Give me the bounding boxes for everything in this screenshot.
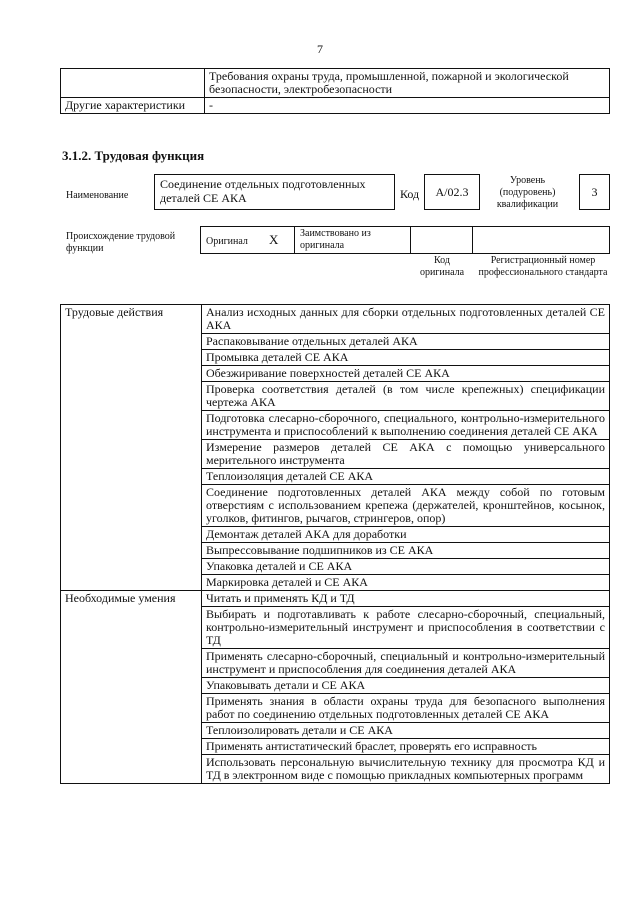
code-label: Код (400, 187, 420, 201)
function-name: Соединение отдельных подготовленных деталей СЕ АКА (154, 174, 395, 210)
list-item: Применять знания в области охраны труда для безопасного выполнения работ по соединению отдельных подготовленных деталей СЕ АКА (202, 694, 610, 723)
list-item: Измерение размеров деталей СЕ АКА с помощью универсального мерительного инструмента (202, 440, 610, 469)
list-item: Использовать персональную вычислительную технику для просмотра КД и ТД в электронном виде с помощью прикладных компьютерных программ (202, 755, 610, 784)
row-value: Требования охраны труда, промышленной, пожарной и экологической безопасности, электробезопасности (205, 69, 610, 98)
list-item: Применять антистатический браслет, проверять его исправность (202, 739, 610, 755)
page-number: 7 (317, 42, 323, 56)
row-label: Другие характеристики (61, 98, 205, 114)
origin-divider (410, 226, 411, 254)
row-label (61, 69, 205, 98)
table-row (61, 305, 610, 334)
level-label: Уровень (подуровень) квалификации (496, 175, 559, 210)
function-code: А/02.3 (424, 174, 480, 210)
borrowed-label: Заимствовано из оригинала (300, 228, 371, 251)
list-item: Распаковывание отдельных деталей АКА (202, 334, 610, 350)
list-item: Соединение подготовленных деталей АКА между собой по готовым отверстиям с использованием крепежа (держателей, кронштейнов, косынок, уголков, фитингов, рычагов, стрингеров, опор) (202, 485, 610, 527)
labor-function-table (60, 304, 610, 784)
section-category: Трудовые действия (61, 305, 202, 591)
name-label: Наименование (66, 190, 129, 201)
section-title: 3.1.2. Трудовая функция (62, 148, 205, 163)
row-value: - (205, 98, 610, 114)
list-item: Анализ исходных данных для сборки отдельных подготовленных деталей СЕ АКА (202, 305, 610, 334)
list-item: Теплоизолировать детали и СЕ АКА (202, 723, 610, 739)
origin-divider (294, 226, 295, 254)
level-value: 3 (579, 174, 610, 210)
list-item: Маркировка деталей и СЕ АКА (202, 575, 610, 591)
list-item: Демонтаж деталей АКА для доработки (202, 527, 610, 543)
origin-box (200, 226, 610, 254)
list-item: Подготовка слесарно-сборочного, специального, контрольно-измерительного инструмента и приспособлений к выполнению соединения деталей СЕ АКА (202, 411, 610, 440)
table-row (61, 98, 610, 114)
code-caption: Код оригинала (419, 255, 465, 278)
original-mark: X (269, 232, 279, 247)
original-label: Оригинал (206, 236, 248, 247)
table-row (61, 69, 610, 98)
reg-caption: Регистрационный номер профессионального стандарта (478, 255, 608, 278)
table-row (61, 591, 610, 607)
list-item: Применять слесарно-сборочный, специальный и контрольно-измерительный инструмент и приспособления для соединения деталей АКА (202, 649, 610, 678)
list-item: Выбирать и подготавливать к работе слесарно-сборочный, специальный, контрольно-измерительный инструмент и приспособления в соответствии с ТД (202, 607, 610, 649)
origin-label: Происхождение трудовой функции (66, 231, 176, 254)
list-item: Выпрессовывание подшипников из СЕ АКА (202, 543, 610, 559)
list-item: Читать и применять КД и ТД (202, 591, 610, 607)
top-characteristics-table (60, 68, 610, 114)
origin-divider (472, 226, 473, 254)
list-item: Упаковывать детали и СЕ АКА (202, 678, 610, 694)
list-item: Проверка соответствия деталей (в том числе крепежных) спецификации чертежа АКА (202, 382, 610, 411)
section-category: Необходимые умения (61, 591, 202, 784)
list-item: Теплоизоляция деталей СЕ АКА (202, 469, 610, 485)
list-item: Промывка деталей СЕ АКА (202, 350, 610, 366)
list-item: Обезжиривание поверхностей деталей СЕ АКА (202, 366, 610, 382)
list-item: Упаковка деталей и СЕ АКА (202, 559, 610, 575)
